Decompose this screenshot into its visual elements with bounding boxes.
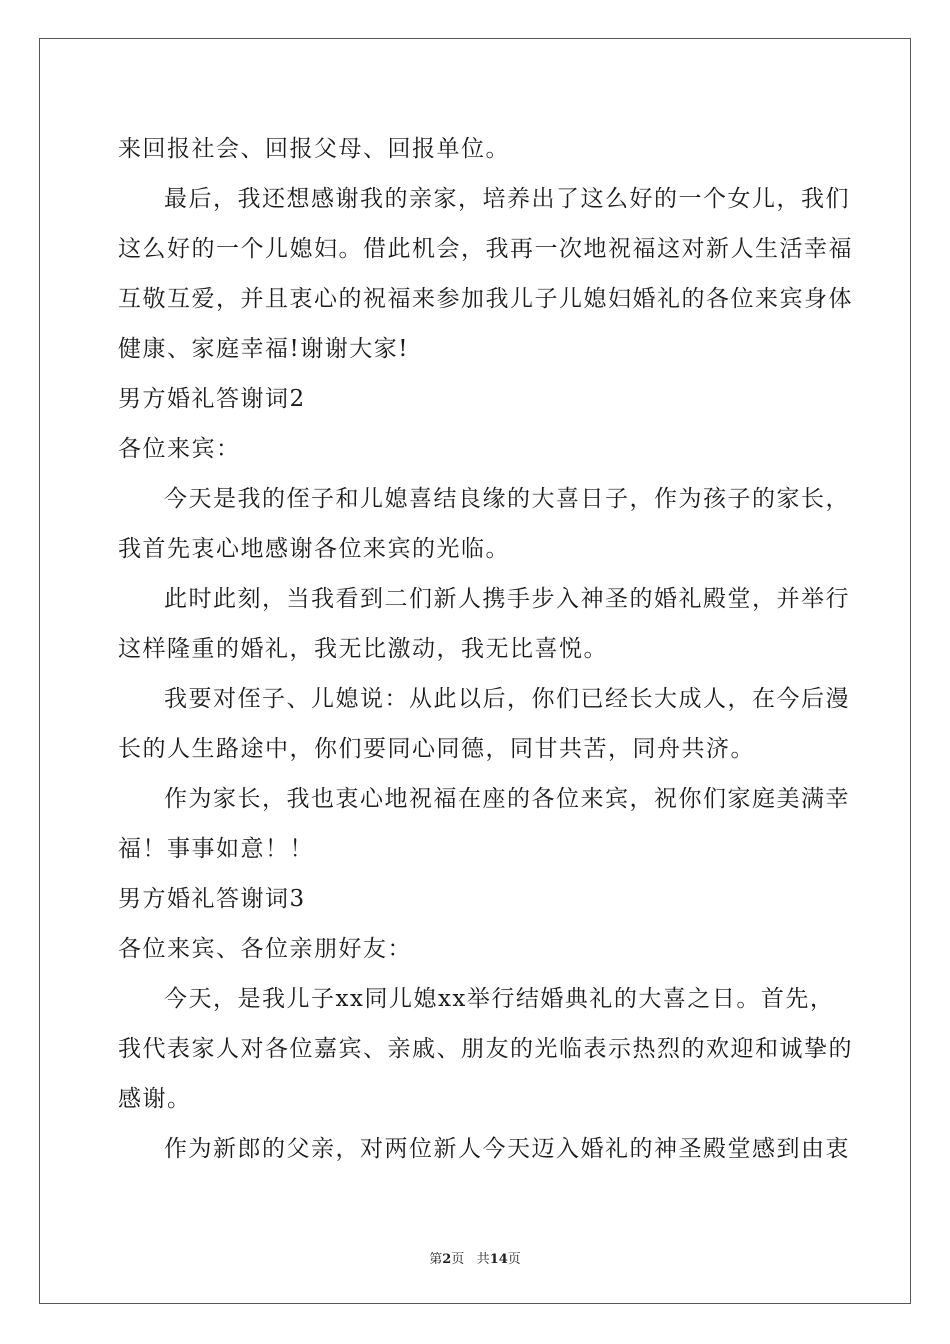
text-line: 作为家长，我也衷心地祝福在座的各位来宾，祝你们家庭美满幸 [164,786,850,812]
text-line: 此时此刻，当我看到二们新人携手步入神圣的婚礼殿堂，并举行 [164,586,850,612]
page-number-current: 2 [442,1252,452,1267]
page-footer [0,1248,950,1267]
page-number-suffix: 页 [451,1252,465,1267]
text-line: 最后，我还想感谢我的亲家，培养出了这么好的一个女儿，我们 [164,186,850,212]
page-total-prefix: 共 [476,1252,490,1267]
text-line: 今天是我的侄子和儿媳喜结良缘的大喜日子，作为孩子的家长， [164,486,850,512]
text-line: 这样隆重的婚礼，我无比激动，我无比喜悦。 [118,636,608,662]
text-line: 我代表家人对各位嘉宾、亲戚、朋友的光临表示热烈的欢迎和诚挚的 [118,1036,853,1062]
page-number-prefix: 第 [429,1252,443,1267]
text-line: 今天，是我儿子xx同儿媳xx举行结婚典礼的大喜之日。首先， [164,986,835,1012]
text-line: 我首先衷心地感谢各位来宾的光临。 [118,536,510,562]
text-line: 长的人生路途中，你们要同心同德，同甘共苦，同舟共济。 [118,736,755,762]
text-line: 男方婚礼答谢词2 [118,386,306,412]
text-line: 互敬互爱，并且衷心的祝福来参加我儿子儿媳妇婚礼的各位来宾身体 [118,286,853,312]
text-line: 作为新郎的父亲，对两位新人今天迈入婚礼的神圣殿堂感到由衷 [164,1136,850,1162]
text-line: 这么好的一个儿媳妇。借此机会，我再一次地祝福这对新人生活幸福 [118,236,853,262]
page-total-suffix: 页 [507,1252,521,1267]
text-line: 健康、家庭幸福!谢谢大家! [118,336,409,362]
page-total: 14 [489,1252,508,1267]
text-line: 我要对侄子、儿媳说：从此以后，你们已经长大成人，在今后漫 [164,686,850,712]
text-line: 感谢。 [118,1086,192,1112]
text-line: 福！事事如意！！ [118,836,314,862]
document-body [118,124,853,1174]
text-line: 各位来宾： [118,436,241,462]
text-line: 男方婚礼答谢词3 [118,886,306,912]
text-line: 各位来宾、各位亲朋好友： [118,936,412,962]
text-line: 来回报社会、回报父母、回报单位。 [118,136,510,162]
